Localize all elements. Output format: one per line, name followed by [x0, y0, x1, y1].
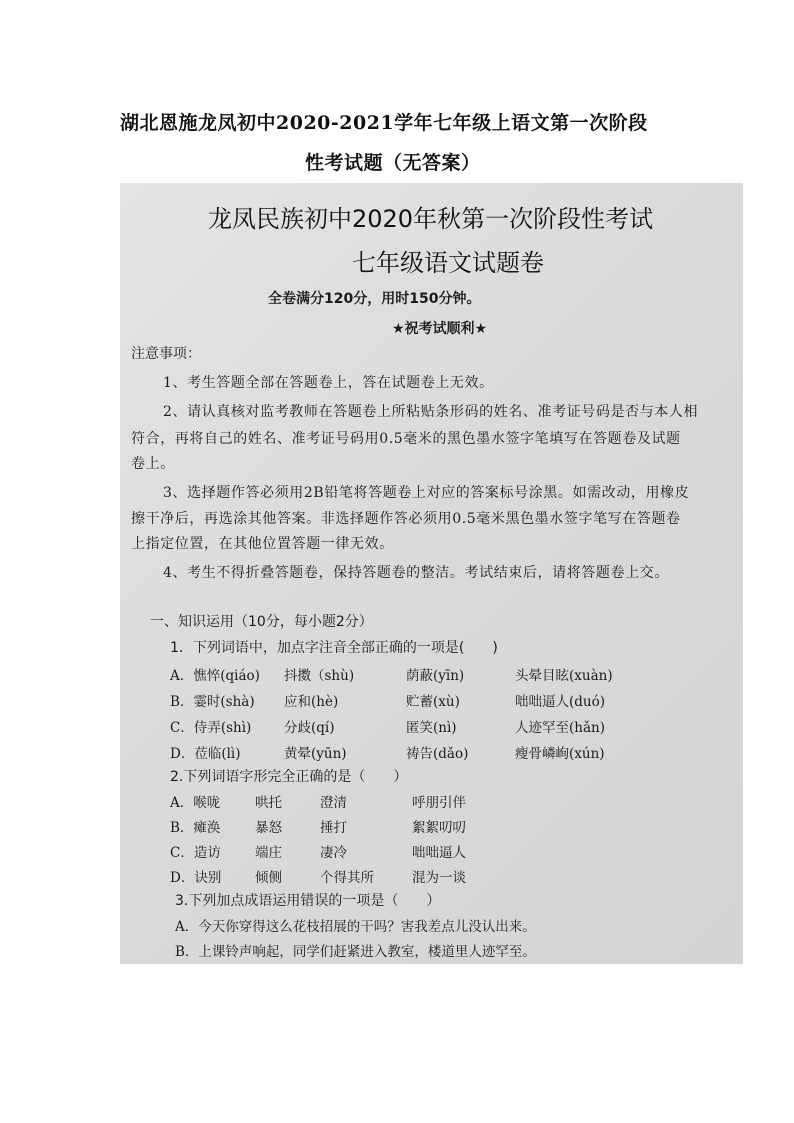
q1-option-d-2: 黄晕(yūn)	[284, 746, 347, 762]
q2-option-c-2: 端庄	[255, 845, 282, 861]
q2-option-c-1: C．造访	[170, 845, 221, 861]
notice-label: 注意事项：	[131, 346, 201, 362]
q3-option-b: B．上课铃声响起，同学们赶紧进入教室，楼道里人迹罕至。	[175, 944, 536, 960]
q1-option-d-4: 瘦骨嶙峋(xún)	[515, 746, 605, 762]
section-1-heading: 一、知识运用（10分，每小题2分）	[150, 614, 373, 630]
q1-option-a-3: 荫蔽(yīn)	[406, 668, 465, 684]
q1-option-c-3: 匿笑(nì)	[406, 720, 457, 736]
q2-option-b-2: 暴怒	[255, 820, 282, 836]
q2-option-d-1: D．诀别	[170, 870, 222, 886]
q1-option-a-2: 抖擞（shù)	[284, 668, 355, 684]
q1-option-b-3: 贮蓄(xù)	[406, 694, 460, 710]
notice-line-8: 4、考生不得折叠答题卷，保持答题卷的整洁。考试结束后，请将答题卷上交。	[163, 565, 669, 581]
q1-option-a-4: 头晕目眩(xuàn)	[515, 668, 613, 684]
scanned-exam-image	[120, 183, 743, 964]
q1-option-b-4: 咄咄逼人(duó)	[515, 694, 605, 710]
notice-line-6: 擦干净后，再选涂其他答案。非选择题作答必须用0.5毫米黑色墨水签字笔写在答题卷	[131, 511, 681, 527]
q3-option-a: A．今天你穿得这么花枝招展的干吗？害我差点儿没认出来。	[175, 919, 536, 935]
q2-option-d-2: 倾侧	[255, 870, 282, 886]
q2-option-a-3: 澄清	[320, 795, 347, 811]
question-1-stem: 1．下列词语中，加点字注音全部正确的一项是( )	[170, 640, 498, 656]
q2-option-b-3: 捶打	[320, 820, 347, 836]
exam-heading-1: 龙凤民族初中2020年秋第一次阶段性考试	[208, 205, 654, 233]
notice-line-5: 3、选择题作答必须用2B铅笔将答题卷上对应的答案标号涂黑。如需改动，用橡皮	[163, 485, 690, 501]
q2-option-d-4: 混为一谈	[412, 870, 466, 886]
q1-option-c-4: 人迹罕至(hǎn)	[515, 720, 605, 736]
q2-option-c-3: 凄冷	[320, 845, 347, 861]
question-3-stem: 3.下列加点成语运用错误的一项是（ ）	[175, 893, 441, 909]
q2-option-d-3: 个得其所	[320, 870, 374, 886]
notice-line-7: 上指定位置，在其他位置答题一律无效。	[131, 536, 394, 552]
q1-option-c-2: 分歧(qí)	[284, 720, 335, 736]
q1-option-b-2: 应和(hè)	[284, 694, 339, 710]
q2-option-a-2: 哄托	[255, 795, 282, 811]
q1-option-d-3: 祷告(dǎo)	[406, 746, 469, 762]
document-title-line-2: 性考试题（无答案）	[305, 152, 481, 174]
document-title-line-1: 湖北恩施龙凤初中2020-2021学年七年级上语文第一次阶段	[120, 112, 648, 134]
blessing-line: ★祝考试顺利★	[392, 321, 488, 337]
q1-option-a-1: A．憔悴(qiáo)	[170, 668, 260, 684]
notice-line-2: 2、请认真核对监考教师在答题卷上所粘贴条形码的姓名、准考证号码是否与本人相	[163, 404, 699, 420]
q1-option-c-1: C．侍弄(shì)	[170, 720, 252, 736]
notice-line-3: 符合，再将自己的姓名、准考证号码用0.5毫米的黑色墨水签字笔填写在答题卷及试题	[131, 431, 681, 447]
q2-option-c-4: 咄咄逼人	[412, 845, 466, 861]
exam-heading-2: 七年级语文试题卷	[352, 249, 544, 277]
q2-option-a-1: A．喉咙	[170, 795, 221, 811]
q1-option-d-1: D．莅临(lì)	[170, 746, 241, 762]
q2-option-b-4: 絮絮叨叨	[412, 820, 466, 836]
notice-line-1: 1、考生答题全部在答题卷上，答在试题卷上无效。	[163, 375, 494, 391]
q2-option-a-4: 呼朋引伴	[412, 795, 466, 811]
notice-line-4: 卷上。	[131, 456, 175, 472]
score-time-line: 全卷满分120分，用时150分钟。	[268, 291, 481, 307]
q1-option-b-1: B．霎时(shà)	[170, 694, 255, 710]
q2-option-b-1: B．瘫涣	[170, 820, 221, 836]
question-2-stem: 2.下列词语字形完全正确的是（ ）	[170, 769, 408, 785]
